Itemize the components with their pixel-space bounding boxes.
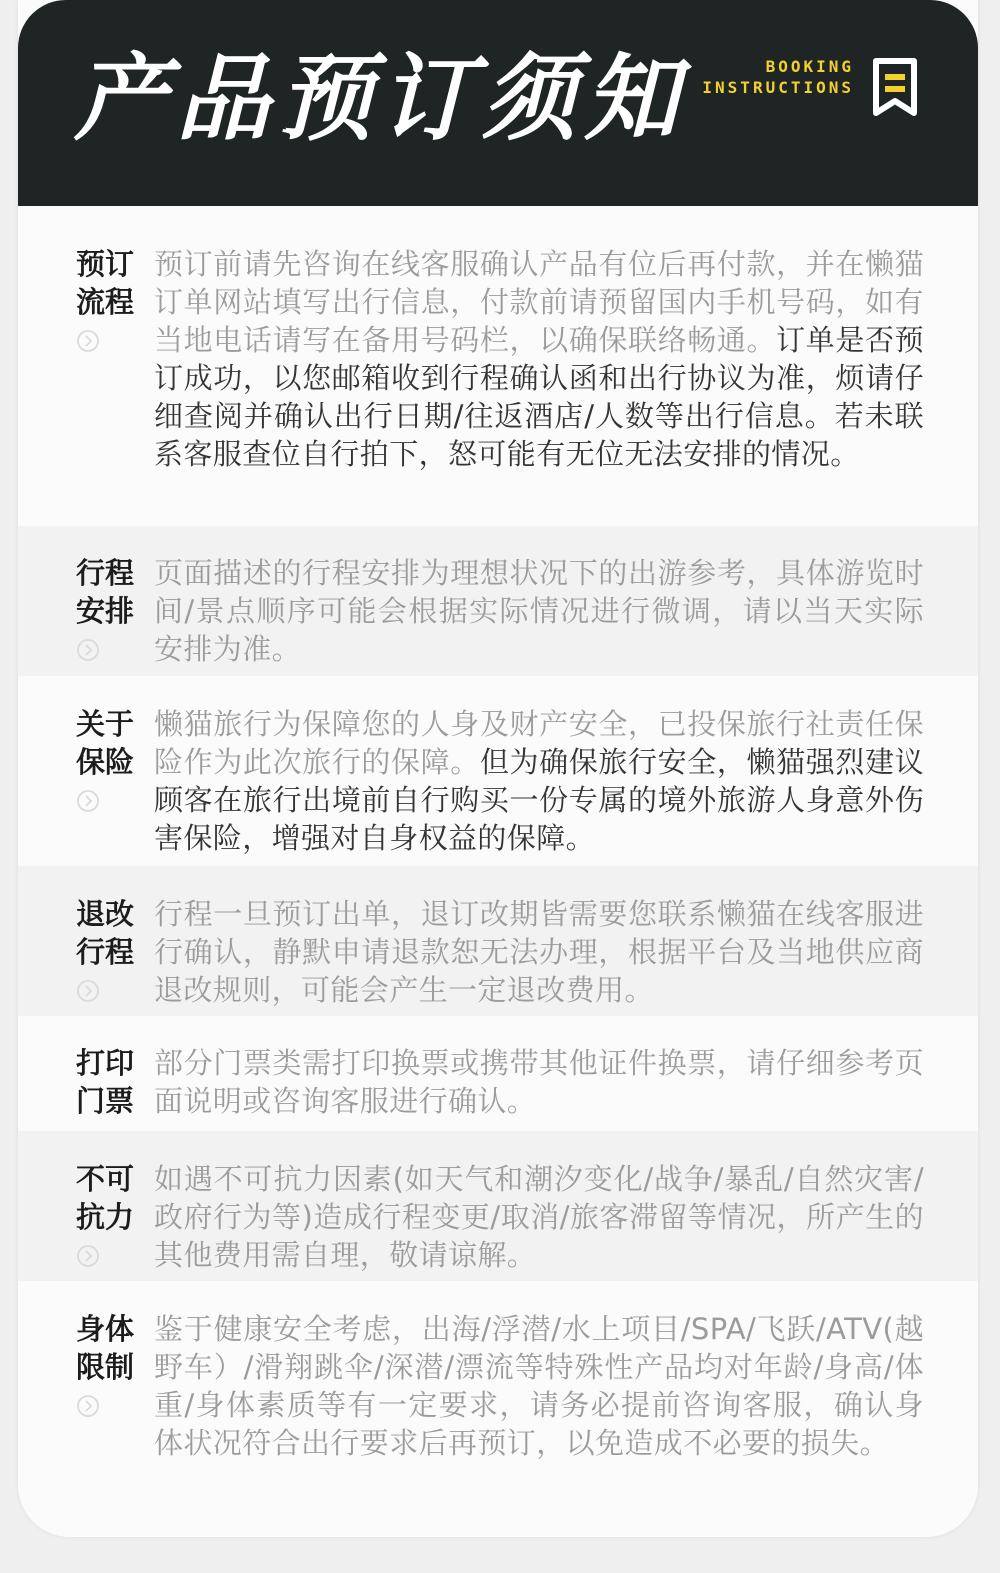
section-label-line2: 抗力 xyxy=(76,1200,135,1234)
section-label xyxy=(76,554,140,662)
section-label xyxy=(76,1310,140,1418)
section-text xyxy=(154,1310,924,1462)
section-label-line2: 保险 xyxy=(76,745,135,779)
booking-instructions-card xyxy=(18,0,978,1537)
section-label xyxy=(76,705,140,813)
section-label-line1: 退改 xyxy=(76,897,135,931)
section-label-line2: 流程 xyxy=(76,285,135,319)
section-label-line1: 身体 xyxy=(76,1312,135,1346)
header xyxy=(18,0,978,206)
section-text-main: 但为确保旅行安全，懒猫强烈建议顾客在旅行出境前自行购买一份专属的境外旅游人身意外伤害保险，增强对自身权益的保障。 xyxy=(154,745,924,855)
section-label-line2: 门票 xyxy=(76,1084,135,1118)
section-text xyxy=(154,1044,924,1120)
section-label xyxy=(76,895,140,1003)
chevron-circle-icon xyxy=(76,1244,100,1268)
section-print-tickets xyxy=(18,1016,978,1131)
section-itinerary-arrangement xyxy=(18,526,978,676)
section-refund-change xyxy=(18,866,978,1016)
section-booking-process xyxy=(18,206,978,526)
section-text-muted: 部分门票类需打印换票或携带其他证件换票，请仔细参考页面说明或咨询客服进行确认。 xyxy=(154,1046,924,1118)
bookmark-icon xyxy=(868,55,922,119)
instructions-line: INSTRUCTIONS xyxy=(702,78,854,97)
chevron-circle-icon xyxy=(76,979,100,1003)
section-text-muted: 懒猫旅行为保障您的人身及财产安全，已投保旅行社责任保险作为此次旅行的保障。 xyxy=(154,707,924,779)
section-label-line1: 预订 xyxy=(76,247,135,281)
chevron-circle-icon xyxy=(76,638,100,662)
section-physical-restrictions xyxy=(18,1281,978,1537)
section-label-line1: 打印 xyxy=(76,1046,135,1080)
section-insurance xyxy=(18,676,978,866)
section-label xyxy=(76,1044,140,1120)
section-label xyxy=(76,1160,140,1268)
section-text-muted: 预订前请先咨询在线客服确认产品有位后再付款，并在懒猫订单网站填写出行信息，付款前请预留国内手机号码，如有当地电话请写在备用号码栏，以确保联络畅通。 xyxy=(154,247,924,357)
booking-line: BOOKING xyxy=(765,57,854,76)
section-text-muted: 页面描述的行程安排为理想状况下的出游参考，具体游览时间/景点顺序可能会根据实际情况进行微调，请以当天实际安排为准。 xyxy=(154,556,924,666)
booking-instructions-label xyxy=(702,56,854,98)
chevron-circle-icon xyxy=(76,329,100,353)
chevron-circle-icon xyxy=(76,1394,100,1418)
section-text-main: 订单是否预订成功，以您邮箱收到行程确认函和出行协议为准，烦请仔细查阅并确认出行日期/往返酒店/人数等出行信息。若未联系客服查位自行拍下，怒可能有无位无法安排的情况。 xyxy=(154,323,924,471)
section-label-line2: 安排 xyxy=(76,594,135,628)
section-force-majeure xyxy=(18,1131,978,1281)
section-text xyxy=(154,895,924,1009)
section-label-line1: 行程 xyxy=(76,556,135,590)
section-label-line2: 限制 xyxy=(76,1350,135,1384)
section-text-muted: 行程一旦预订出单，退订改期皆需要您联系懒猫在线客服进行确认，静默申请退款恕无法办理，根据平台及当地供应商退改规则，可能会产生一定退改费用。 xyxy=(154,897,924,1007)
section-text xyxy=(154,1160,924,1274)
section-text xyxy=(154,705,924,857)
section-label-line2: 行程 xyxy=(76,935,135,969)
section-label-line1: 不可 xyxy=(76,1162,135,1196)
section-text-muted: 鉴于健康安全考虑，出海/浮潜/水上项目/SPA/飞跃/ATV(越野车）/滑翔跳伞/深潜/漂流等特殊性产品均对年龄/身高/体重/身体素质等有一定要求，请务必提前咨询客服，确认身体状况符合出行要求后再预订，以免造成不必要的损失。 xyxy=(154,1312,924,1460)
section-text-muted: 如遇不可抗力因素(如天气和潮汐变化/战争/暴乱/自然灾害/政府行为等)造成行程变更/取消/旅客滞留等情况，所产生的其他费用需自理，敬请谅解。 xyxy=(154,1162,924,1272)
chevron-circle-icon xyxy=(76,789,100,813)
section-label xyxy=(76,245,140,353)
section-label-line1: 关于 xyxy=(76,707,135,741)
section-text xyxy=(154,245,924,473)
section-text xyxy=(154,554,924,668)
page-title: 产品预订须知 xyxy=(74,45,687,154)
